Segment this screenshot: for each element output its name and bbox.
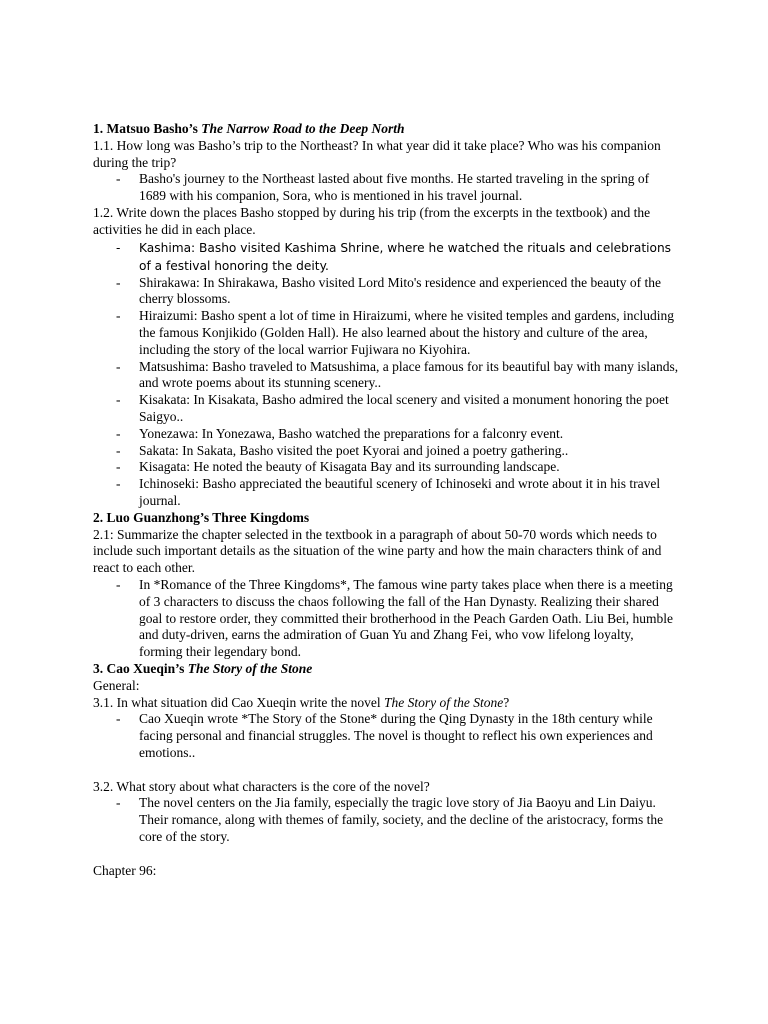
list-item-sakata: - Sakata: In Sakata, Basho visited the poet Kyorai and joined a poetry gathering.. [93,443,679,460]
section-1-heading-prefix: 1. Matsuo Basho’s [93,121,202,136]
list-item-ichinoseki: - Ichinoseki: Basho appreciated the beautiful scenery of Ichinoseki and wrote about it in his travel journal. [93,476,679,510]
section-3-heading-prefix: 3. Cao Xueqin’s [93,660,188,676]
question-3-1 [93,695,679,712]
question-1-2: 1.2. Write down the places Basho stopped by during his trip (from the excerpts in the textbook) and the activities he did in each place. [93,204,651,237]
blank-line [93,762,679,779]
section-2-heading: 2. Luo Guanzhong’s Three Kingdoms [93,509,310,525]
list-item-yonezawa: - Yonezawa: In Yonezawa, Basho watched the preparations for a falconry event. [93,426,679,443]
blank-line [93,846,679,863]
section-1-heading-title: The Narrow Road to the Deep North [201,121,405,136]
section-3-heading [93,661,679,678]
list-item-kisakata: - Kisakata: In Kisakata, Basho admired the local scenery and visited a monument honoring the poet Saigyo.. [93,392,679,426]
list-item-matsushima: - Matsushima: Basho traveled to Matsushima, a place famous for its beautiful bay with many islands, and wrote poems about its stunning scenery.. [93,359,679,393]
document-page [93,121,679,880]
general-label: General: [93,677,140,693]
answer-2-1-list [93,577,679,661]
answer-3-1-list [93,711,679,761]
chapter-label: Chapter 96: [93,862,157,878]
question-1-1: 1.1. How long was Basho’s trip to the Northeast? In what year did it take place? Who was his companion during the trip? [93,137,661,170]
list-item-hiraizumi: - Hiraizumi: Basho spent a lot of time in Hiraizumi, where he visited temples and gardens, including the famous Konjikido (Golden Hall). He also learned about the history and culture of the area, including the story of the local warrior Fujiwara no Kiyohira. [93,308,679,358]
answer-2-1: - In *Romance of the Three Kingdoms*, The famous wine party takes place when there is a meeting of 3 characters to discuss the chaos following the fall of the Han Dynasty. Realizing their shared goal to restore order, they committed their brotherhood in the Peach Garden Oath. Liu Bei, humble and duty-driven, earns the admiration of Guan Yu and Zhang Fei, who vow lifelong loyalty, forming their legendary bond. [93,577,679,661]
places-list [93,239,679,510]
question-3-2: 3.2. What story about what characters is the core of the novel? [93,778,430,794]
list-item-kisagata: - Kisagata: He noted the beauty of Kisagata Bay and its surrounding landscape. [93,459,679,476]
answer-3-2: - The novel centers on the Jia family, especially the tragic love story of Jia Baoyu and Lin Daiyu. Their romance, along with themes of family, society, and the decline of the aristocracy, forms the core of the story. [93,795,679,845]
answer-3-1: - Cao Xueqin wrote *The Story of the Stone* during the Qing Dynasty in the 18th century while facing personal and financial struggles. The novel is thought to reflect his own experiences and emotions.. [93,711,679,761]
question-2-1: 2.1: Summarize the chapter selected in the textbook in a paragraph of about 50-70 words which needs to include such important details as the situation of the wine party and how the main characters think of and react to each other. [93,526,662,576]
section-3-heading-title: The Story of the Stone [187,660,313,676]
answer-3-2-list [93,795,679,845]
list-item-shirakawa: - Shirakawa: In Shirakawa, Basho visited Lord Mito's residence and experienced the beauty of the cherry blossoms. [93,275,679,309]
section-1-heading [93,121,679,138]
question-3-1-title: The Story of the Stone [383,694,504,710]
list-item-kashima: - Kashima: Basho visited Kashima Shrine, where he watched the rituals and celebrations of a festival honoring the deity. [93,239,679,275]
question-3-1-suffix: ? [503,694,510,710]
answer-1-1: - Basho's journey to the Northeast lasted about five months. He started traveling in the spring of 1689 with his companion, Sora, who is mentioned in his travel journal. [93,171,679,205]
answer-1-1-list [93,171,679,205]
question-3-1-prefix: 3.1. In what situation did Cao Xueqin write the novel [93,694,384,710]
